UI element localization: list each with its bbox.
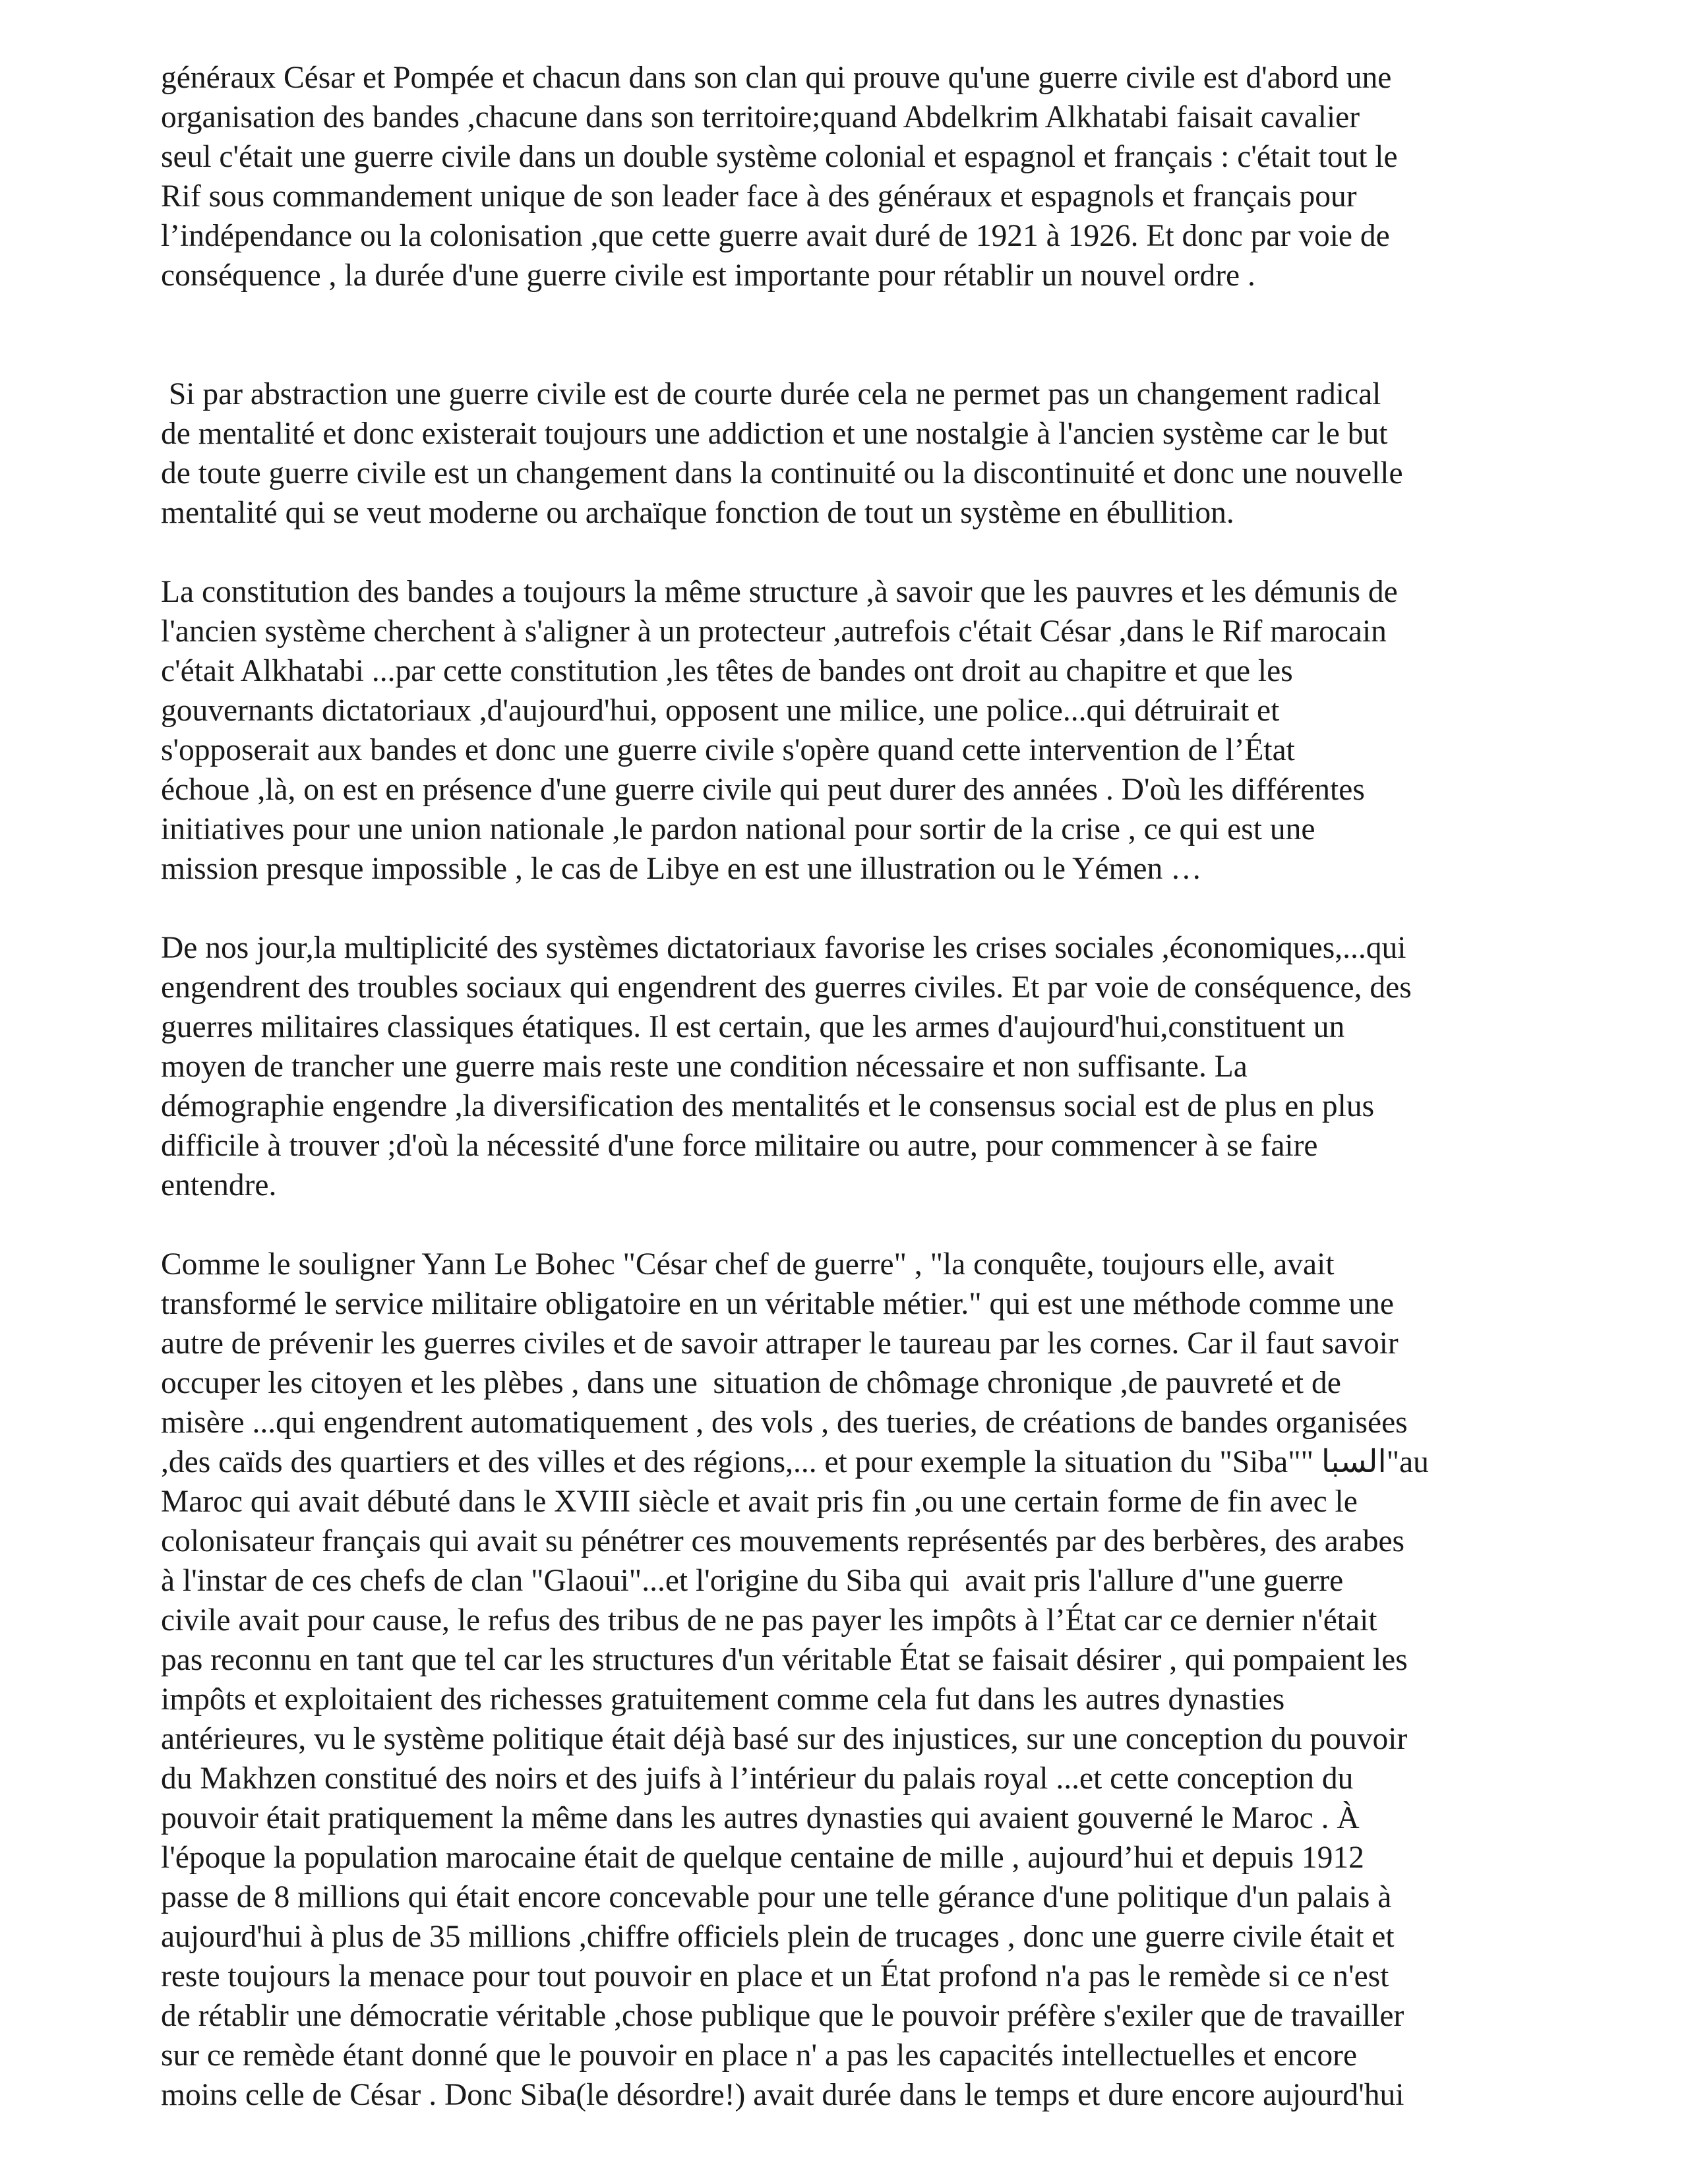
text-line: antérieures, vu le système politique était déjà basé sur des injustices, sur une conception du pouvoir xyxy=(161,1722,1408,1756)
text-line: ,des caïds des quartiers et des villes et des régions,... et pour exemple la situation du "Siba"" السبا"au xyxy=(161,1445,1429,1479)
text-line: généraux César et Pompée et chacun dans son clan qui prouve qu'une guerre civile est d'abord une xyxy=(161,61,1392,95)
text-line: l'époque la population marocaine était de quelque centaine de mille , aujourd’hui et depuis 1912 xyxy=(161,1841,1364,1875)
text-line: gouvernants dictatoriaux ,d'aujourd'hui, opposent une milice, une police...qui détruirait et xyxy=(161,694,1280,728)
text-line: aujourd'hui à plus de 35 millions ,chiffre officiels plein de trucages , donc une guerre civile était et xyxy=(161,1920,1395,1954)
text-line: Maroc qui avait débuté dans le XVIII siècle et avait pris fin ,ou une certain forme de fin avec le xyxy=(161,1485,1358,1519)
document-page xyxy=(161,58,1532,2115)
text-line: occuper les citoyen et les plèbes , dans une situation de chômage chronique ,de pauvreté et de xyxy=(161,1366,1341,1400)
text-line: organisation des bandes ,chacune dans son territoire;quand Abdelkrim Alkhatabi faisait cavalier xyxy=(161,100,1360,134)
text-line: c'était Alkhatabi ...par cette constitution ,les têtes de bandes ont droit au chapitre et que les xyxy=(161,654,1293,688)
text-line: de rétablir une démocratie véritable ,chose publique que le pouvoir préfère s'exiler que de travailler xyxy=(161,1999,1404,2033)
text-line: mentalité qui se veut moderne ou archaïque fonction de tout un système en ébullition. xyxy=(161,496,1234,530)
text-line: colonisateur français qui avait su pénétrer ces mouvements représentés par des berbères, des arabes xyxy=(161,1524,1405,1558)
text-line: civile avait pour cause, le refus des tribus de ne pas payer les impôts à l’État car ce dernier n'était xyxy=(161,1603,1377,1638)
text-line: Comme le souligner Yann Le Bohec "César chef de guerre" , "la conquête, toujours elle, avait xyxy=(161,1247,1335,1282)
paragraph-3 xyxy=(161,572,1532,889)
text-line: pouvoir était pratiquement la même dans les autres dynasties qui avaient gouverné le Maroc . À xyxy=(161,1801,1360,1835)
paragraph-spacer xyxy=(161,1205,1532,1245)
text-line: Rif sous commandement unique de son leader face à des généraux et espagnols et français pour xyxy=(161,179,1357,214)
text-line: s'opposerait aux bandes et donc une guerre civile s'opère quand cette intervention de l’État xyxy=(161,733,1295,767)
paragraph-spacer xyxy=(161,533,1532,572)
text-line: seul c'était une guerre civile dans un double système colonial et espagnol et français : c'était tout le xyxy=(161,140,1398,174)
text-line: pas reconnu en tant que tel car les structures d'un véritable État se faisait désirer , qui pompaient les xyxy=(161,1643,1408,1677)
text-line: impôts et exploitaient des richesses gratuitement comme cela fut dans les autres dynasties xyxy=(161,1682,1285,1717)
paragraph-1 xyxy=(161,58,1532,295)
paragraph-4 xyxy=(161,928,1532,1205)
text-line: sur ce remède étant donné que le pouvoir en place n' a pas les capacités intellectuelles et encore xyxy=(161,2038,1358,2073)
text-line: de mentalité et donc existerait toujours une addiction et une nostalgie à l'ancien système car le but xyxy=(161,417,1388,451)
text-line: moins celle de César . Donc Siba(le désordre!) avait durée dans le temps et dure encore aujourd'hui xyxy=(161,2078,1404,2112)
text-line: l’indépendance ou la colonisation ,que cette guerre avait duré de 1921 à 1926. Et donc par voie de xyxy=(161,219,1390,253)
text-line: conséquence , la durée d'une guerre civile est importante pour rétablir un nouvel ordre . xyxy=(161,258,1255,293)
paragraph-spacer xyxy=(161,889,1532,928)
text-line: démographie engendre ,la diversification des mentalités et le consensus social est de plus en plus xyxy=(161,1089,1375,1123)
text-line: passe de 8 millions qui était encore concevable pour une telle gérance d'une politique d'un palais à xyxy=(161,1880,1392,1914)
text-line: échoue ,là, on est en présence d'une guerre civile qui peut durer des années . D'où les différentes xyxy=(161,773,1365,807)
text-line: Si par abstraction une guerre civile est de courte durée cela ne permet pas un changement radical xyxy=(161,377,1381,411)
text-line: mission presque impossible , le cas de Libye en est une illustration ou le Yémen … xyxy=(161,852,1202,886)
paragraph-spacer xyxy=(161,295,1532,374)
text-line: misère ...qui engendrent automatiquement , des vols , des tueries, de créations de bandes organisées xyxy=(161,1405,1408,1440)
text-line: transformé le service militaire obligatoire en un véritable métier." qui est une méthode comme une xyxy=(161,1287,1394,1321)
text-line: entendre. xyxy=(161,1168,277,1202)
text-line: initiatives pour une union nationale ,le pardon national pour sortir de la crise , ce qui est une xyxy=(161,812,1315,846)
text-line: du Makhzen constitué des noirs et des juifs à l’intérieur du palais royal ...et cette conception du xyxy=(161,1761,1354,1796)
text-line: reste toujours la menace pour tout pouvoir en place et un État profond n'a pas le remède si ce n'est xyxy=(161,1959,1389,1993)
text-line: moyen de trancher une guerre mais reste une condition nécessaire et non suffisante. La xyxy=(161,1049,1248,1084)
paragraph-2 xyxy=(161,374,1532,533)
text-line: De nos jour,la multiplicité des systèmes dictatoriaux favorise les crises sociales ,économiques,...qui xyxy=(161,931,1406,965)
text-line: La constitution des bandes a toujours la même structure ,à savoir que les pauvres et les démunis de xyxy=(161,575,1398,609)
text-line: engendrent des troubles sociaux qui engendrent des guerres civiles. Et par voie de conséquence, des xyxy=(161,970,1412,1005)
text-line: autre de prévenir les guerres civiles et de savoir attraper le taureau par les cornes. Car il faut savoir xyxy=(161,1326,1399,1361)
text-line: guerres militaires classiques étatiques. Il est certain, que les armes d'aujourd'hui,constituent un xyxy=(161,1010,1345,1044)
text-line: de toute guerre civile est un changement dans la continuité ou la discontinuité et donc une nouvelle xyxy=(161,456,1403,490)
text-line: difficile à trouver ;d'où la nécessité d'une force militaire ou autre, pour commencer à se faire xyxy=(161,1129,1318,1163)
paragraph-5 xyxy=(161,1245,1532,2115)
text-line: l'ancien système cherchent à s'aligner à un protecteur ,autrefois c'était César ,dans le Rif marocain xyxy=(161,614,1387,649)
text-line: à l'instar de ces chefs de clan "Glaoui"...et l'origine du Siba qui avait pris l'allure d"une guerre xyxy=(161,1564,1344,1598)
